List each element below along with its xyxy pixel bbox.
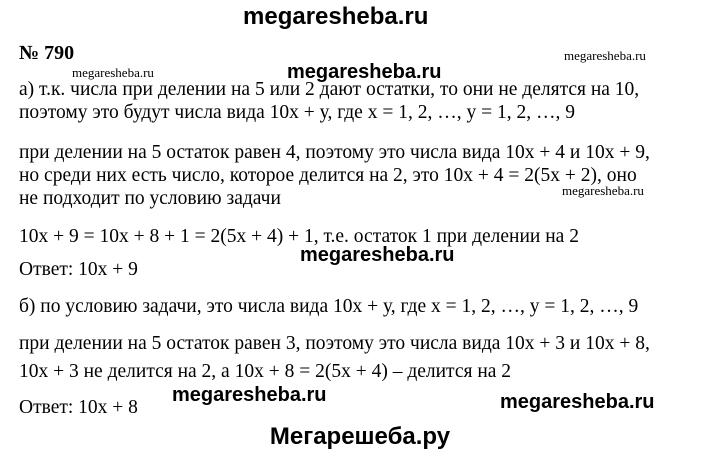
watermark-bold: megaresheba.ru (300, 244, 455, 266)
text-line-3: при делении на 5 остаток равен 4, поэтому это числа вида 10х + 4 и 10х + 9, (19, 142, 650, 163)
watermark-bold: megaresheba.ru (287, 61, 442, 83)
text-line-8: б) по условию задачи, это числа вида 10х + у, где х = 1, 2, …, у = 1, 2, …, 9 (19, 296, 639, 317)
site-header: megaresheba.ru (243, 3, 429, 30)
text-line-9: при делении на 5 остаток равен 3, поэтому это числа вида 10х + 3 и 10х + 8, (19, 333, 650, 354)
answer-b: Ответ: 10х + 8 (19, 397, 138, 418)
text-line-5: не подходит по условию задачи (19, 188, 281, 209)
watermark-small: megaresheba.ru (564, 48, 646, 63)
site-footer: Мегарешеба.ру (269, 423, 451, 450)
watermark-small: megaresheba.ru (72, 65, 154, 80)
text-line-10: 10х + 3 не делится на 2, а 10х + 8 = 2(5х + 4) – делится на 2 (19, 361, 512, 382)
text-line-1: а) т.к. числа при делении на 5 или 2 дают остатки, то они не делятся на 10, (19, 79, 640, 100)
watermark-small: megaresheba.ru (562, 183, 644, 198)
text-line-4: но среди них есть число, которое делится на 2, это 10х + 4 = 2(5х + 2), оно (19, 165, 637, 186)
watermark-bold: megaresheba.ru (172, 384, 327, 406)
problem-number: № 790 (19, 42, 75, 64)
text-line-6: 10х + 9 = 10х + 8 + 1 = 2(5х + 4) + 1, т.е. остаток 1 при делении на 2 (19, 226, 579, 247)
answer-a: Ответ: 10х + 9 (19, 259, 138, 280)
watermark-bold: megaresheba.ru (500, 391, 655, 413)
text-line-2: поэтому это будут числа вида 10х + у, где х = 1, 2, …, у = 1, 2, …, 9 (19, 102, 575, 123)
